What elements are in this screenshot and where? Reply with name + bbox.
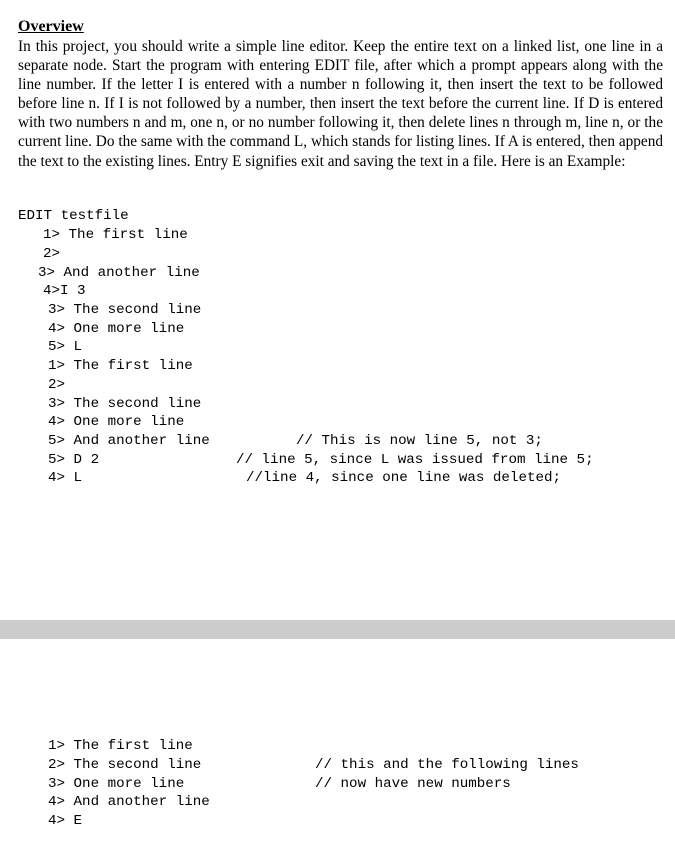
code-comment: // This is now line 5, not 3; — [296, 433, 543, 449]
code-line: 4> One more line — [48, 414, 185, 430]
code-line: EDIT testfile — [18, 208, 129, 224]
code-line: 4> L — [48, 470, 83, 486]
code-line: 3> And another line — [38, 265, 200, 281]
overview-paragraph: In this project, you should write a simple line editor. Keep the entire text on a linked list, one line in a separate node. Start the program with entering EDIT file, after which a prompt appears along with the line number. If the letter I is entered with a number n following it, then insert the text to be followed before line n. If I is not followed by a number, then insert the text before the current line. If D is entered with two numbers n and m, one n, or no number following it, then delete lines n through m, line n, or the current line. Do the same with the command L, which stands for listing lines. If A is entered, then append the text to the existing lines. Entry E signifies exit and saving the text in a file. Here is an Example: — [18, 38, 663, 170]
code-line: 3> The second line — [48, 396, 202, 412]
code-line: 2> — [48, 377, 66, 393]
code-line: 2> The second line — [48, 757, 202, 773]
code-comment: // now have new numbers — [315, 776, 511, 792]
code-line: 4> One more line — [48, 321, 185, 337]
code-line: 3> One more line — [48, 776, 185, 792]
code-line: 5> L — [48, 339, 83, 355]
code-line: 2> — [43, 246, 61, 262]
code-comment: //line 4, since one line was deleted; — [246, 470, 562, 486]
code-comment: // this and the following lines — [315, 757, 579, 773]
code-line: 4> E — [48, 813, 83, 829]
code-line: 5> And another line — [48, 433, 210, 449]
code-line: 5> D 2 — [48, 452, 100, 468]
overview-heading: Overview — [18, 18, 84, 35]
code-line: 1> The first line — [43, 227, 188, 243]
code-line: 1> The first line — [48, 358, 193, 374]
code-line: 4> And another line — [48, 794, 210, 810]
code-line: 4>I 3 — [43, 283, 86, 299]
page-break-band — [0, 620, 675, 639]
code-line: 1> The first line — [48, 738, 193, 754]
code-line: 3> The second line — [48, 302, 202, 318]
code-comment: // line 5, since L was issued from line 5; — [236, 452, 594, 468]
